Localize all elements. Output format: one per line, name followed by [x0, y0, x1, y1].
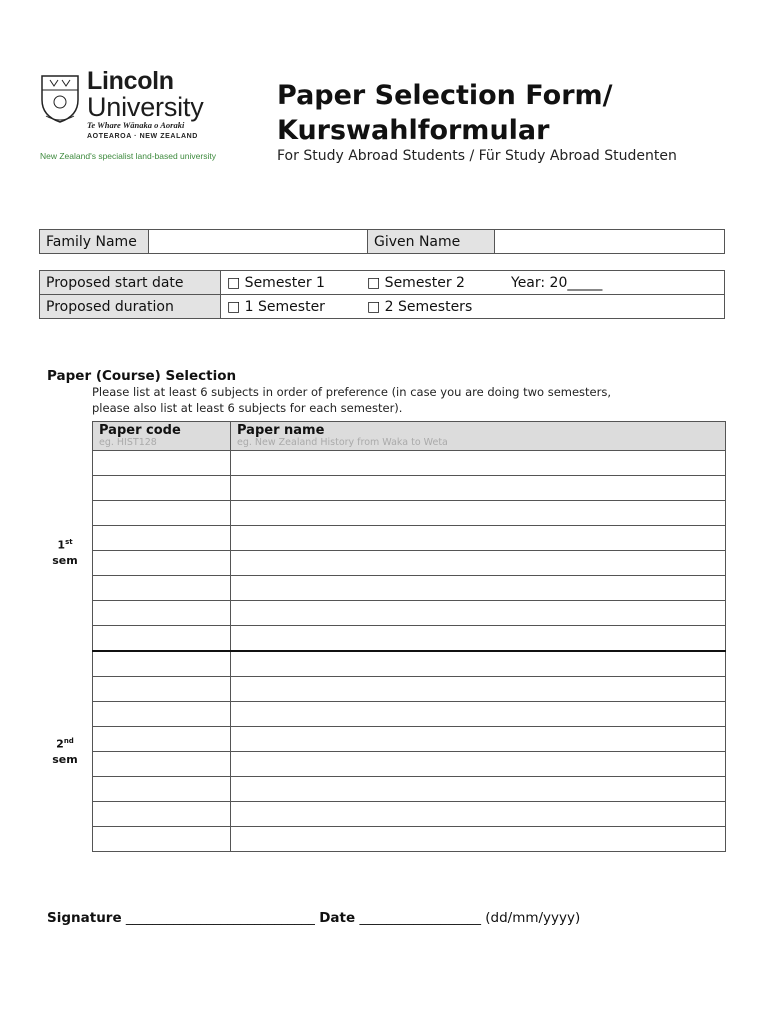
logo-maori-name: Te Whare Wānaka o Aoraki: [87, 120, 185, 130]
dates-table: [39, 270, 725, 319]
table-row: [93, 551, 726, 576]
paper-code-hint: eg. HIST128: [99, 437, 157, 448]
papers-header-row: [93, 422, 726, 451]
date-field[interactable]: __________________: [359, 910, 481, 926]
paper-name-cell[interactable]: [231, 752, 726, 777]
selection-description-line2: please also list at least 6 subjects for each semester).: [92, 400, 403, 415]
paper-name-cell[interactable]: [231, 501, 726, 526]
form-title: [277, 78, 613, 148]
signature-label: Signature: [47, 910, 122, 926]
paper-code-cell[interactable]: [93, 601, 231, 626]
paper-name-cell[interactable]: [231, 476, 726, 501]
first-semester-label: [45, 535, 85, 568]
paper-name-cell[interactable]: [231, 526, 726, 551]
paper-code-cell[interactable]: [93, 576, 231, 601]
paper-code-cell[interactable]: [93, 626, 231, 652]
signature-line: [47, 910, 580, 926]
table-row: [93, 526, 726, 551]
paper-code-header: [93, 422, 231, 451]
paper-name-cell[interactable]: [231, 551, 726, 576]
selection-description-line1: Please list at least 6 subjects in order of preference (in case you are doing two semesters,: [92, 385, 612, 399]
paper-code-cell[interactable]: [93, 651, 231, 677]
duration-label: Proposed duration: [40, 295, 221, 319]
signature-field[interactable]: ____________________________: [125, 910, 315, 926]
paper-code-cell[interactable]: [93, 551, 231, 576]
date-format-hint: (dd/mm/yyyy): [485, 910, 581, 926]
paper-code-cell[interactable]: [93, 752, 231, 777]
table-row: [93, 727, 726, 752]
paper-name-cell[interactable]: [231, 777, 726, 802]
table-row: [93, 576, 726, 601]
paper-code-cell[interactable]: [93, 802, 231, 827]
names-table: [39, 229, 725, 254]
family-name-label: Family Name: [40, 230, 149, 254]
first-semester-suffix: st: [65, 538, 73, 546]
second-semester-label: [45, 734, 85, 767]
duration-empty-cell: [505, 295, 725, 319]
table-row: [93, 677, 726, 702]
table-row: [93, 827, 726, 852]
paper-name-cell[interactable]: [231, 827, 726, 852]
year-field[interactable]: Year: 20_____: [505, 271, 725, 295]
selection-description: [92, 385, 692, 416]
paper-name-header: [231, 422, 726, 451]
paper-name-cell[interactable]: [231, 451, 726, 476]
form-subtitle: For Study Abroad Students / Für Study Abroad Studenten: [277, 148, 677, 164]
second-semester-suffix: nd: [63, 737, 74, 745]
semester1-checkbox[interactable]: □ Semester 1: [221, 271, 362, 295]
logo-country: AOTEAROA · NEW ZEALAND: [87, 133, 198, 140]
university-crest-icon: [38, 72, 82, 124]
paper-name-header-label: Paper name: [237, 423, 325, 438]
table-row: [93, 501, 726, 526]
form-title-line2: Kurswahlformular: [277, 115, 550, 146]
given-name-field[interactable]: [495, 230, 725, 254]
semester2-checkbox[interactable]: □ Semester 2: [361, 271, 505, 295]
paper-name-cell[interactable]: [231, 651, 726, 677]
form-title-line1: Paper Selection Form/: [277, 80, 613, 111]
table-row: [93, 752, 726, 777]
date-label: Date: [319, 910, 356, 926]
paper-name-cell[interactable]: [231, 626, 726, 652]
paper-code-cell[interactable]: [93, 677, 231, 702]
table-row: [93, 777, 726, 802]
paper-name-cell[interactable]: [231, 802, 726, 827]
logo-name-line1: Lincoln: [87, 67, 174, 95]
papers-table: [92, 421, 726, 852]
paper-code-cell[interactable]: [93, 451, 231, 476]
given-name-label: Given Name: [368, 230, 495, 254]
family-name-field[interactable]: [149, 230, 368, 254]
paper-code-cell[interactable]: [93, 526, 231, 551]
table-row: [93, 601, 726, 626]
first-semester-number: 1: [57, 538, 66, 552]
paper-code-cell[interactable]: [93, 727, 231, 752]
two-semesters-checkbox[interactable]: □ 2 Semesters: [361, 295, 505, 319]
one-semester-checkbox[interactable]: □ 1 Semester: [221, 295, 362, 319]
paper-code-cell[interactable]: [93, 777, 231, 802]
logo-name-line2: University: [87, 92, 204, 122]
paper-name-cell[interactable]: [231, 727, 726, 752]
paper-name-hint: eg. New Zealand History from Waka to Weta: [237, 437, 448, 448]
table-row: [93, 626, 726, 652]
table-row: [93, 651, 726, 677]
paper-name-cell[interactable]: [231, 576, 726, 601]
table-row: [93, 451, 726, 476]
paper-code-cell[interactable]: [93, 476, 231, 501]
first-semester-word: sem: [52, 553, 78, 567]
selection-title: Paper (Course) Selection: [47, 368, 237, 384]
second-semester-number: 2: [56, 737, 64, 751]
table-row: [93, 702, 726, 727]
paper-code-cell[interactable]: [93, 827, 231, 852]
paper-name-cell[interactable]: [231, 702, 726, 727]
paper-code-cell[interactable]: [93, 501, 231, 526]
table-row: [93, 802, 726, 827]
logo-tagline: New Zealand's specialist land-based university: [40, 151, 216, 161]
paper-code-header-label: Paper code: [99, 423, 181, 438]
paper-name-cell[interactable]: [231, 601, 726, 626]
start-date-label: Proposed start date: [40, 271, 221, 295]
paper-name-cell[interactable]: [231, 677, 726, 702]
second-semester-word: sem: [52, 752, 78, 766]
paper-code-cell[interactable]: [93, 702, 231, 727]
table-row: [93, 476, 726, 501]
